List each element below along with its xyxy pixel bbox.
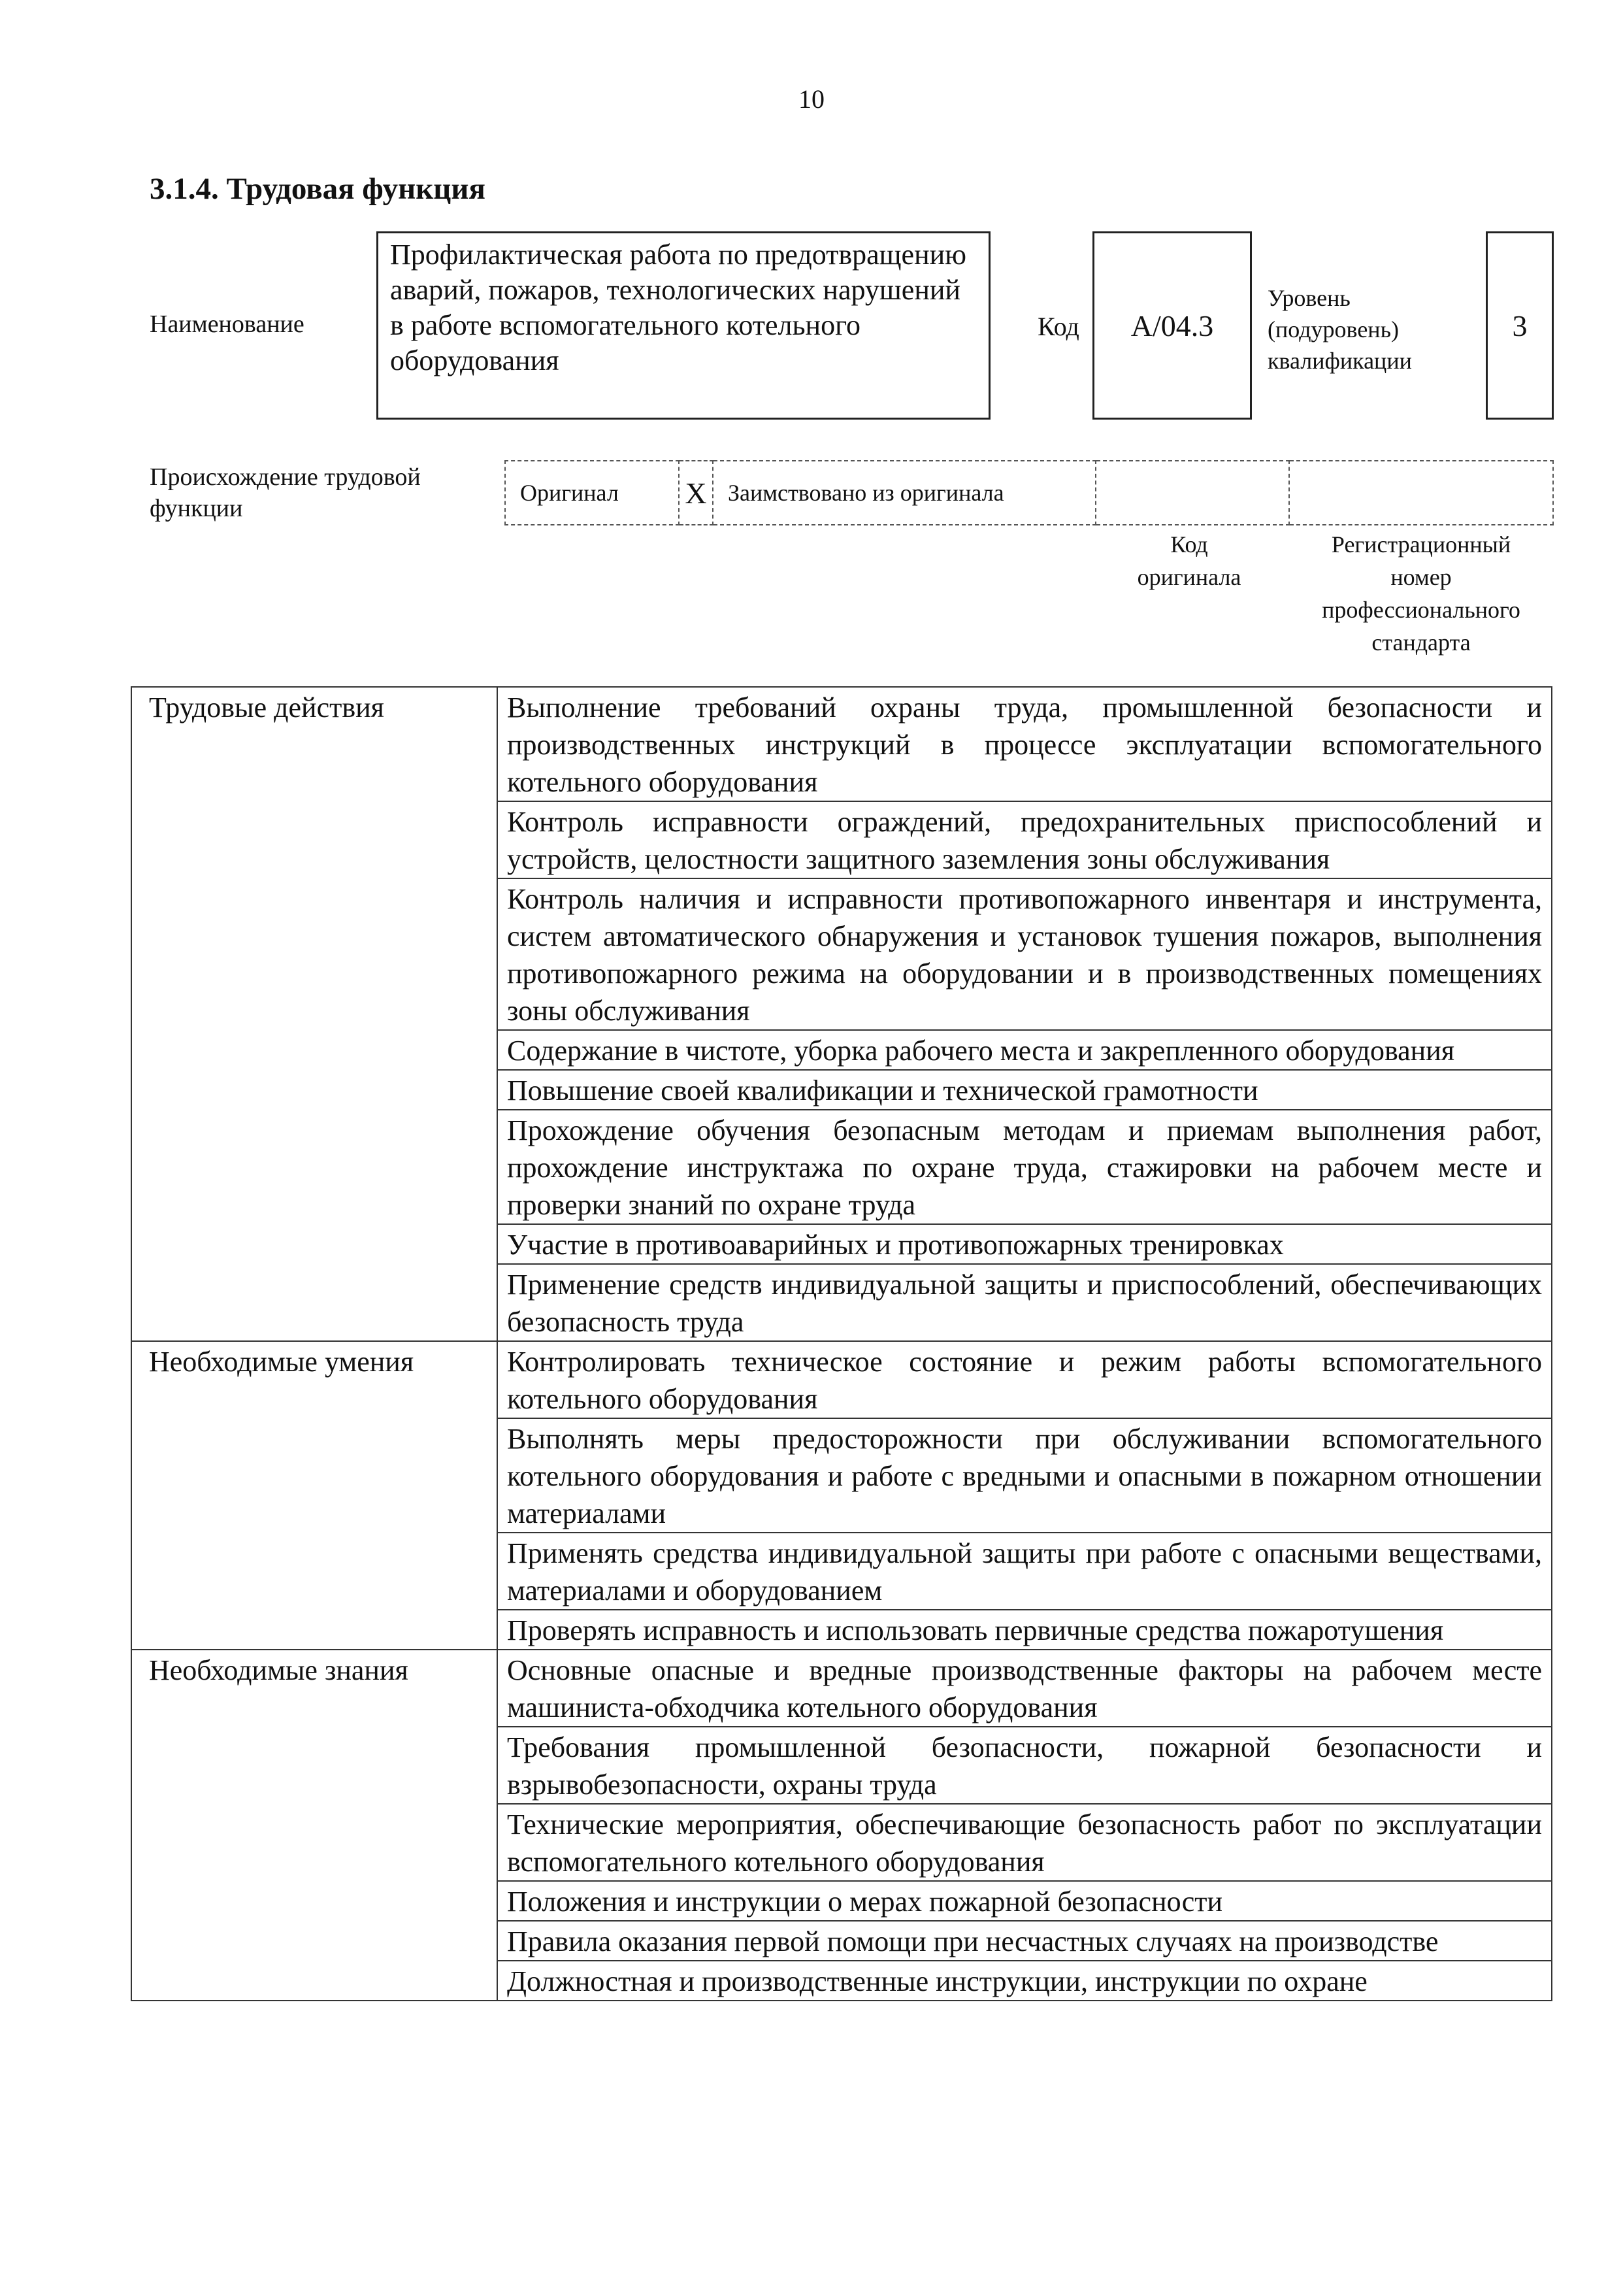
- section-item: Контроль исправности ограждений, предохранительных приспособлений и устройств, целостности защитного заземления зоны обслуживания: [497, 801, 1552, 878]
- origin-registration-cell: [1289, 461, 1553, 525]
- origin-borrowed-cell: Заимствовано из оригинала: [713, 461, 1096, 525]
- section-category: Необходимые умения: [131, 1341, 497, 1650]
- section-item: Должностная и производственные инструкции, инструкции по охране: [497, 1961, 1552, 2001]
- caption-line: стандарта: [1371, 629, 1471, 656]
- origin-mark-cell: X: [679, 461, 713, 525]
- section-item: Проверять исправность и использовать первичные средства пожаротушения: [497, 1610, 1552, 1650]
- section-item: Прохождение обучения безопасным методам и приемам выполнения работ, прохождение инструктажа по охране труда, стажировки на рабочем месте и проверки знаний по охране труда: [497, 1110, 1552, 1224]
- section-title: 3.1.4. Трудовая функция: [150, 172, 485, 206]
- section-item: Содержание в чистоте, уборка рабочего места и закрепленного оборудования: [497, 1030, 1552, 1070]
- section-category: Необходимые знания: [131, 1650, 497, 2001]
- caption-line: профессионального: [1322, 597, 1520, 623]
- section-item: Требования промышленной безопасности, пожарной безопасности и взрывобезопасности, охраны труда: [497, 1727, 1552, 1804]
- origin-code-cell: [1096, 461, 1289, 525]
- origin-original-cell: Оригинал: [505, 461, 679, 525]
- section-item: Выполнение требований охраны труда, промышленной безопасности и производственных инструкций в процессе эксплуатации вспомогательного котельного оборудования: [497, 687, 1552, 801]
- code-label: Код: [1038, 312, 1079, 341]
- table-row: [131, 1341, 1552, 1418]
- caption-original-code: [1111, 528, 1268, 593]
- name-label: Наименование: [150, 310, 304, 338]
- caption-line: оригинала: [1137, 564, 1241, 590]
- section-item: Контроль наличия и исправности противопожарного инвентаря и инструмента, систем автоматического обнаружения и установок тушения пожаров, выполнения противопожарного режима на оборудовании и в производственных помещениях зоны обслуживания: [497, 878, 1552, 1030]
- origin-table: [504, 460, 1554, 525]
- page-number: 10: [798, 84, 825, 114]
- section-item: Применять средства индивидуальной защиты при работе с опасными веществами, материалами и оборудованием: [497, 1533, 1552, 1610]
- level-label-line: квалификации: [1268, 348, 1412, 374]
- table-row: [131, 687, 1552, 801]
- section-item: Выполнять меры предосторожности при обслуживании вспомогательного котельного оборудования и работе с вредными и опасными в пожарном отношении материалами: [497, 1418, 1552, 1533]
- section-item: Технические мероприятия, обеспечивающие безопасность работ по эксплуатации вспомогательного котельного оборудования: [497, 1804, 1552, 1881]
- table-row: [131, 1650, 1552, 1727]
- section-item: Положения и инструкции о мерах пожарной безопасности: [497, 1881, 1552, 1921]
- section-category: Трудовые действия: [131, 687, 497, 1341]
- caption-line: Регистрационный: [1331, 531, 1511, 557]
- origin-label-line: функции: [150, 495, 243, 522]
- section-item: Применение средств индивидуальной защиты и приспособлений, обеспечивающих безопасность труда: [497, 1264, 1552, 1341]
- section-item: Участие в противоаварийных и противопожарных тренировках: [497, 1224, 1552, 1264]
- code-value-box: [1092, 231, 1252, 420]
- section-item: Повышение своей квалификации и технической грамотности: [497, 1070, 1552, 1110]
- caption-registration-number: [1290, 528, 1552, 659]
- caption-line: Код: [1170, 531, 1208, 557]
- level-value: 3: [1512, 308, 1528, 342]
- caption-line: номер: [1390, 564, 1452, 590]
- name-value-box: Профилактическая работа по предотвращению аварий, пожаров, технологических нарушений в работе вспомогательного котельного оборудования: [376, 231, 991, 420]
- functions-table: [131, 686, 1552, 2001]
- section-item: Основные опасные и вредные производственные факторы на рабочем месте машиниста-обходчика котельного оборудования: [497, 1650, 1552, 1727]
- section-item: Контролировать техническое состояние и режим работы вспомогательного котельного оборудования: [497, 1341, 1552, 1418]
- level-label-line: Уровень: [1268, 285, 1351, 311]
- section-item: Правила оказания первой помощи при несчастных случаях на производстве: [497, 1921, 1552, 1961]
- level-label-line: (подуровень): [1268, 316, 1399, 342]
- origin-label-line: Происхождение трудовой: [150, 463, 421, 491]
- level-value-box: [1486, 231, 1554, 420]
- level-label: [1268, 282, 1412, 376]
- origin-label: [150, 461, 421, 524]
- code-value: А/04.3: [1130, 308, 1214, 342]
